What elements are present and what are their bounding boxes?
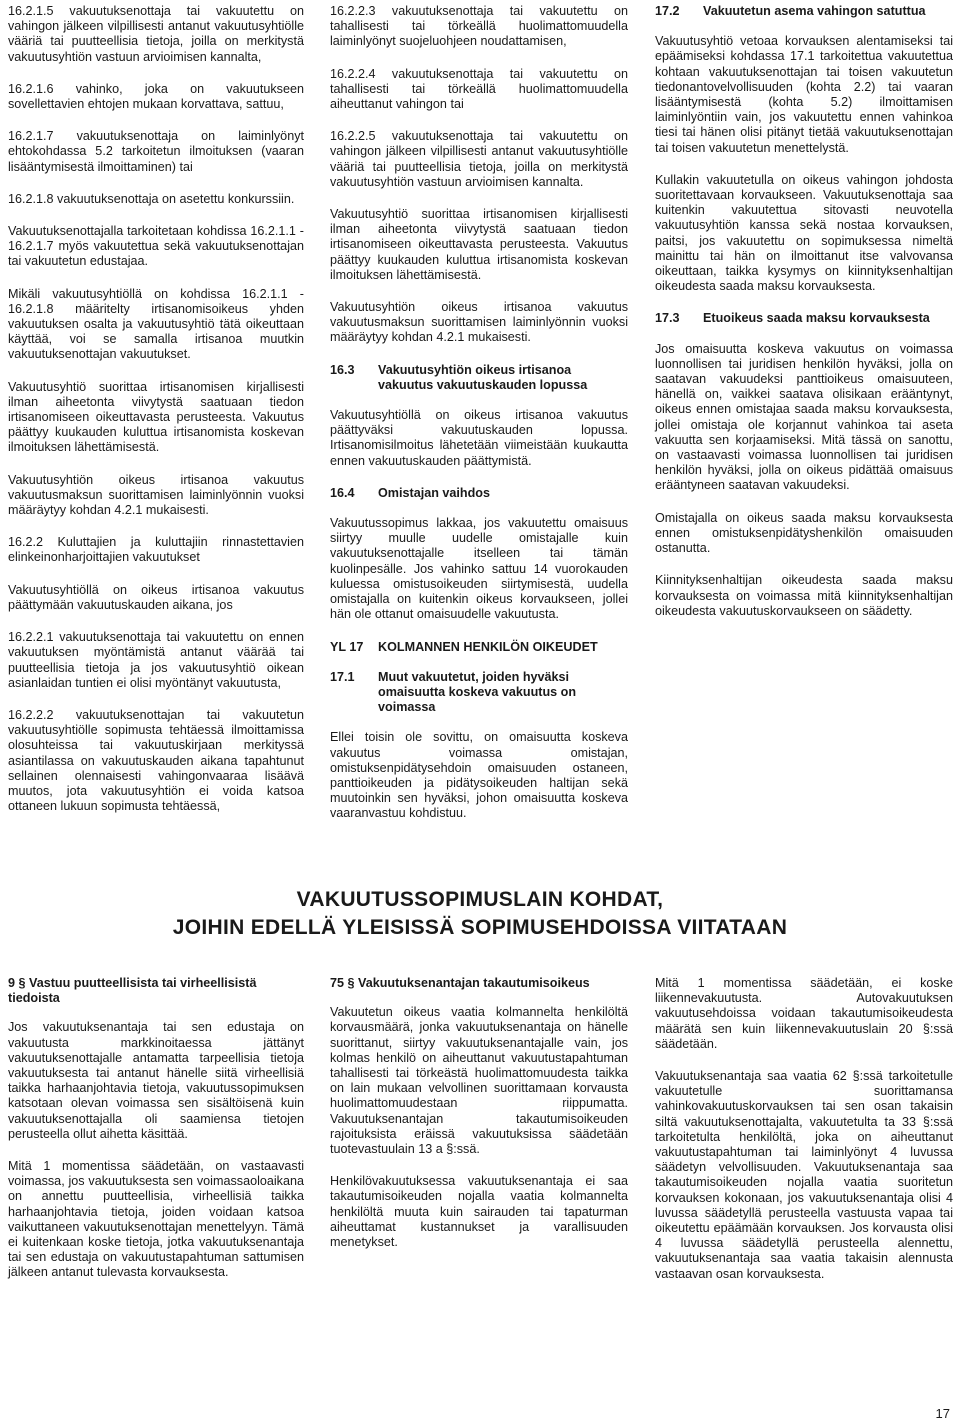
column-3: [655, 4, 953, 619]
section-number: YL 17: [330, 639, 364, 654]
section-title-75: 75 § Vakuutuksenantajan takautumisoikeus: [330, 976, 590, 990]
bottom-column-3: [655, 976, 953, 1282]
paragraph: 16.2.2.4 vakuutuksenottaja tai vakuutettu on tahallisesti tai törkeällä huolimattomuudella aiheuttanut vahingon tai: [330, 66, 628, 112]
paragraph: 16.2.2.1 vakuutuksenottaja tai vakuutettu on ennen vakuutuksen myöntämistä antanut väärää tai puutteellisia tietoja ja jos vakuutusyhtiö oikean asianlaidan tuntien ei olisi myöntänyt vakuutusta,: [8, 630, 304, 690]
paragraph: Kullakin vakuutetulla on oikeus vahingon johdosta suoritettavaan korvaukseen. Vakuutuksenottaja saa kuitenkin vakuutettua sitovasti neuvotella vakuutusyhtiön kanssa sekä nostaa korvauksen, paitsi, jos vakuutettu on sopimuksessa nimeltä mainittu tai hän on ilmoittanut itse valvovansa oikeuttaan, taikka kysymys on kiinnityksenhaltijan oikeudesta saada maksu korvauksesta.: [655, 172, 953, 294]
paragraph: Mikäli vakuutusyhtiöllä on kohdissa 16.2.1.1 - 16.2.1.8 määritelty irtisanomisoikeus yhden vakuutuksen osalta ja vakuutusyhtiö tätä oikeuttaan käyttää, voi se samalla irtisanoa muutkin vakuutuksenottajan vakuutukset.: [8, 286, 304, 362]
section-number: 16.3: [330, 362, 355, 377]
paragraph: Kiinnityksenhaltijan oikeudesta saada maksu korvauksesta on voimassa mitä kiinnityksenhaltijan oikeudesta vakuutuskorvaukseen on säädetty.: [655, 573, 953, 618]
paragraph: Vakuutussopimus lakkaa, jos vakuutettu omaisuus siirtyy muulle uudelle omistajalle kuin vakuutuksenottajalle itselleen tai tämän kuolinpesälle. Jos vahinko sattuu 14 vuorokauden kuluessa omistusoikeuden siirtymisestä, uudella omistajalla on kuitenkin oikeus korvaukseen, jollei hän ole ottanut omaisuudelle vakuutusta.: [330, 516, 628, 622]
section-heading-17-1: [330, 670, 628, 716]
paragraph: 16.2.1.8 vakuutuksenottaja on asetettu konkurssiin.: [8, 191, 295, 206]
section-heading-16-3: [330, 363, 628, 393]
column-2: [330, 4, 628, 822]
paragraph: Jos vakuutuksenantaja tai sen edustaja on vakuutusta markkinoitaessa jättänyt vakuutuksenottajalle antamatta tarpeellisia tietoja vakuutuksesta tai antanut hänelle siitä virheellisiä taikka harhaanjohtavia tietoja, vakuutussopimuksen katsotaan olevan voimassa sen sisältöisenä kuin vakuutuksenottajalla oli saamiensa tietojen perusteella ollut aihetta käsittää.: [8, 1020, 304, 1141]
paragraph: Mitä 1 momentissa säädetään, ei koske liikennevakuutusta. Autovakuutuksen vakuutusehdoissa voidaan takautumisoikeudesta määrätä sen kuin liikennevakuutuslain 20 §:ssä säädetään.: [655, 976, 953, 1051]
section-number: 17.3: [655, 311, 680, 326]
heading-line-1: VAKUUTUSSOPIMUSLAIN KOHDAT,: [296, 888, 664, 911]
paragraph: Jos omaisuutta koskeva vakuutus on voimassa luonnollisen tai juridisen henkilön hyväksi, jolla on saatavan vakuudeksi panttioikeus omaisuuteen, hänellä on, vaikkei saatava olisikaan erääntynyt, oikeus ennen omistajaa saada maksu korvauksesta, jollei omistaja ole korjannut vahinkoa tai aseta vakuutta sen korjaamiseksi. Mitä tässä on sanottu, on vastaavasti voimassa luonnollisen tai juridisen henkilön hyväksi, jolla on oikeus pidättää omaisuus erääntyneen saatavan vakuudeksi.: [655, 341, 953, 493]
paragraph: 16.2.2 Kuluttajien ja kuluttajiin rinnastettavien elinkeinonharjoittajien vakuutukset: [8, 535, 304, 565]
paragraph: Mitä 1 momentissa säädetään, on vastaavasti voimassa, jos vakuutuksesta sen voimassaoloaikana on annettu puutteellisia, virheellisiä taikka harhaanjohtavia tietoja, joiden voidaan katsoa vaikuttaneen vakuutuksenottajan menettelyyn. Tämä ei kuitenkaan koske tietoja, jotka vakuutuksenantaja tai sen edustaja on vakuutustapahtuman sattumisen jälkeen antanut tulevasta korvauksesta.: [8, 1159, 304, 1280]
section-title: Muut vakuutetut, joiden hyväksi omaisuutta koskeva vakuutus on voimassa: [378, 669, 577, 715]
column-1: [8, 4, 304, 814]
paragraph: Vakuutuksenantaja saa vaatia 62 §:ssä tarkoitetulle vakuutetulle suorittamansa vahinkovakuutuskorvauksen tai sen osan takaisin siltä vakuutuksenottajalta, vakuutetulta ta 33 §:ssä tarkoitetulta henkilöltä, joka on aiheuttanut vakuutustapahtuman tai laiminlyönyt 4 luvussa säädetyn velvollisuuden. Vakuutuksenantaja saa takautumisoikeuden nojalla vaatia suoritetun korvauksen kokonaan, jos vakuutuksenantaja olisi 4 luvussa säädetyllä perusteella vastuusta vapaa tai oikeutettu epäämään korvauksen. Jos korvausta olisi 4 luvussa säädetyllä perusteella alennettu, vakuutuksenantaja saa vaatia takaisin alennusta vastaavan osan korvauksesta.: [655, 1069, 953, 1281]
bottom-column-1: [8, 976, 304, 1281]
paragraph: Vakuutusyhtiöllä on oikeus irtisanoa vakuutus päättymään vakuutuskauden aikana, jos: [8, 582, 304, 612]
paragraph: Ellei toisin ole sovittu, on omaisuutta koskeva vakuutus voimassa omistajan, omistuksenpidätysehdoin omaisuuden ostaneen, panttioikeuden ja pidätysoikeuden haltijan sekä muutoinkin sen hyväksi, johon omaisuutta koskeva vaaranvastuu kohdistuu.: [330, 730, 628, 821]
paragraph: 16.2.2.3 vakuutuksenottaja tai vakuutettu on tahallisesti tai törkeällä huolimattomuudella laiminlyönyt suojeluohjeen noudattamisen,: [330, 4, 628, 49]
section-title: Etuoikeus saada maksu korvauksesta: [703, 311, 930, 326]
section-title: Vakuutusyhtiön oikeus irtisanoa vakuutus vakuutuskauden lopussa: [378, 362, 588, 392]
paragraph: Vakuutusyhtiö suorittaa irtisanomisen kirjallisesti ilman aiheetonta viivytystä saatuaan tiedon irtisanomiseen oikeuttavasta perusteesta. Vakuutus päättyy kuukauden kuluttua irtisanomista koskevan ilmoituksen lähettämisestä.: [330, 207, 628, 282]
section-title: Vakuutetun asema vahingon satuttua: [703, 4, 926, 18]
section-heading-17-3: [655, 311, 953, 326]
section-heading-17-2: [655, 4, 953, 19]
document-heading: [0, 886, 960, 942]
section-title: KOLMANNEN HENKILÖN OIKEUDET: [378, 639, 598, 654]
section-title-9: 9 § Vastuu puutteellisista tai virheellisistä tiedoista: [8, 976, 257, 1006]
section-number: 16.4: [330, 485, 355, 500]
paragraph: Omistajalla on oikeus saada maksu korvauksesta ennen omistuksenpidätyshenkilön omaisuuden ostanutta.: [655, 510, 953, 556]
section-number: 17.1: [330, 669, 355, 684]
paragraph: 16.2.1.5 vakuutuksenottaja tai vakuutettu on vahingon jälkeen vilpillisesti antanut vakuutusyhtiölle vääriä tai puutteellisia tietoja, joilla on merkitystä vakuutusyhtiön vastuun arvioimisen kannalta,: [8, 4, 304, 64]
paragraph: 16.2.1.6 vahinko, joka on vakuutukseen sovellettavien ehtojen mukaan korvattava, sattuu,: [8, 81, 304, 112]
paragraph: Henkilövakuutuksessa vakuutuksenantaja ei saa takautumisoikeuden nojalla vaatia kolmannelta henkilöltä muuta kuin sairauden tai tapaturman aiheuttamat kustannukset ja varallisuuden menetykset.: [330, 1174, 628, 1250]
paragraph: Vakuutusyhtiö suorittaa irtisanomisen kirjallisesti ilman aiheetonta viivytystä saatuaan tiedon irtisanomiseen oikeuttavasta perusteesta. Vakuutus päättyy kuukauden kuluttua irtisanomista koskevan ilmoituksen lähettämisestä.: [8, 379, 304, 455]
section-heading-16-4: [330, 486, 628, 501]
section-heading-yl17: [330, 640, 628, 655]
section-title: Omistajan vaihdos: [378, 485, 490, 500]
paragraph: Vakuutusyhtiön oikeus irtisanoa vakuutus vakuutusmaksun suorittamisen laiminlyönnin vuoksi määräytyy kohdan 4.2.1 mukaisesti.: [330, 300, 628, 345]
paragraph: Vakuutuksenottajalla tarkoitetaan kohdissa 16.2.1.1 - 16.2.1.7 myös vakuutettua sekä vakuutuksenottajan tai vakuutetun edustajaa.: [8, 224, 304, 269]
paragraph: 16.2.2.2 vakuutuksenottajan tai vakuutetun vakuutusyhtiölle sopimusta tehtäessä ilmoittamissa olosuhteissa tai vakuutuskirjaan merkityssä asiantilassa on vakuutuskauden aikana tapahtunut sellainen olennaisesti vahingonvaaraa lisäävä muutos, jota vakuutusyhtiön ei voida katsoa ottaneen lukuun sopimusta tehtäessä,: [8, 707, 304, 814]
bottom-column-2: [330, 976, 628, 1250]
paragraph: Vakuutusyhtiön oikeus irtisanoa vakuutus vakuutusmaksun suorittamisen laiminlyönnin vuoksi määräytyy kohdan 4.2.1 mukaisesti.: [8, 472, 304, 518]
paragraph: Vakuutetun oikeus vaatia kolmannelta henkilöltä korvausmäärä, jonka vakuutuksenantaja on hänelle suorittanut, siirtyy vakuutuksenantajalle vain, jos kolmas henkilö on aiheuttanut vakuutustapahtuman tahallisesti tai törkeästä huolimattomuudesta taikka on lain mukaan velvollinen suorittamaan korvausta huolimattomuudestaan riippumatta. Vakuutuksenantajan takautumisoikeuden rajoituksista eräissä vakuutuksissa säädetään tuotevastuulain 13 a §:ssä.: [330, 1005, 628, 1157]
section-number: 17.2: [655, 4, 680, 18]
paragraph: Vakuutusyhtiö vetoaa korvauksen alentamiseksi tai epäämiseksi kohdassa 17.1 tarkoitettua vakuutettua kohtaan vakuutuksenottajan tai toisen vakuutetun tiedonantovelvollisuuden (kohta 2.2) tai vaaran lisääntymisestä (kohta 5.2) ilmoittamisen laiminlyöntiin vain, jos vakuutettu ennen vahinkoa tiesi tai hänen olisi pitänyt tietää vakuutuksenottajan tai toisen vakuutetun menettelystä.: [655, 34, 953, 155]
paragraph: 16.2.2.5 vakuutuksenottaja tai vakuutettu on vahingon jälkeen vilpillisesti antanut vakuutusyhtiölle vääriä tai puutteellisia tietoja, joilla on merkitystä vakuutusyhtiön vastuun arvioimisen kannalta.: [330, 129, 628, 189]
heading-line-2: JOIHIN EDELLÄ YLEISISSÄ SOPIMUSEHDOISSA VIITATAAN: [172, 916, 788, 939]
page-number: 17: [935, 1406, 950, 1421]
paragraph: Vakuutusyhtiöllä on oikeus irtisanoa vakuutus päättyväksi vakuutuskauden lopussa. Irtisanomisilmoitus lähetetään viimeistään kuukautta ennen vakuutuskauden päättymistä.: [330, 408, 628, 468]
paragraph: 16.2.1.7 vakuutuksenottaja on laiminlyönyt ehtokohdassa 5.2 tarkoitetun ilmoituksen (vaaran lisääntymisestä ilmoittaminen) tai: [8, 129, 304, 174]
